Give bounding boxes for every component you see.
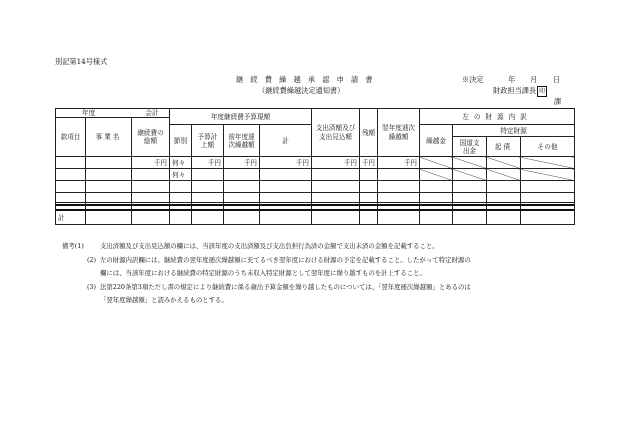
kisai-header: 起債 — [487, 137, 521, 157]
table-cell — [192, 169, 224, 181]
note-label: (2) — [86, 255, 96, 264]
document-title: 継 続 費 繰 越 承 認 申 請 書 — [236, 75, 373, 84]
note-text: 「翌年度繰越額」と読みかえるものとする。 — [100, 296, 228, 304]
diagonal-cell — [453, 169, 487, 181]
thick-divider-top — [55, 204, 574, 206]
date-year-label: 年 — [508, 75, 516, 84]
table-cell — [86, 169, 132, 181]
unit-cell: 千円 — [224, 157, 260, 169]
table-separator-row — [56, 193, 575, 203]
zennendo-header: 前年度逓次繰越額 — [224, 125, 260, 157]
table-cell — [132, 169, 170, 181]
unit-cell: 千円 — [132, 157, 170, 169]
decision-label: ※決定 — [462, 75, 484, 84]
diagonal-cell — [487, 169, 521, 181]
table-row — [56, 169, 575, 181]
section-label: 課 — [554, 97, 562, 106]
setsu-header: 節別 — [170, 125, 192, 157]
nanni-cell: 何々 — [170, 157, 192, 169]
table-cell — [312, 169, 360, 181]
zaigen-group-header: 左の財源内訳 — [420, 109, 575, 125]
note-text: 左の財源内訳欄には、継続費の翌年度逓次繰越額に充てるべき翌年度における財源の予定を記載すること。したがって特定財源の — [100, 255, 471, 264]
unit-cell: 千円 — [260, 157, 312, 169]
diagonal-cell — [521, 169, 575, 181]
zangaku-header: 残額 — [360, 109, 378, 157]
nendo-label: 年度 — [82, 109, 96, 117]
note-text: 欄には、当該年度における継続費の特定財源のうち未収入特定財源として翌年度に繰り越すものを計上すること。 — [100, 269, 426, 277]
table-cell — [260, 169, 312, 181]
note-text: 法第220条第3項ただし書の規定により継続費に係る歳出予算金額を繰り越したものについては、「翌年度逓次繰越額」とあるのは — [100, 282, 471, 291]
note-text: 支出済額及び支出見込額の欄には、当該年度の支出済額及び支出負担行為済の金額で支出未済の金額を記載すること。 — [100, 242, 439, 250]
note-label: 備考(1) — [62, 242, 84, 250]
diagonal-cell — [453, 157, 487, 169]
jigyomei-header: 事業名 — [86, 118, 132, 157]
form-number: 別記第14号様式 — [55, 57, 108, 66]
note-label: (3) — [86, 282, 96, 291]
sonota-header: その他 — [521, 137, 575, 157]
diagonal-cell — [420, 157, 453, 169]
table-row — [56, 157, 575, 169]
diagonal-cell — [487, 157, 521, 169]
table-cell — [378, 169, 420, 181]
table-cell — [224, 169, 260, 181]
note-line — [62, 267, 471, 281]
shishutsu-header: 支出済額及び支出見込額 — [312, 109, 360, 157]
unit-cell: 千円 — [312, 157, 360, 169]
table-cell — [360, 169, 378, 181]
notes-section — [62, 240, 471, 308]
note-line — [62, 254, 471, 268]
kanmoku-header: 款項目 — [56, 118, 86, 157]
note-line — [62, 294, 471, 308]
kaikei-label: 会計 — [145, 109, 159, 117]
note-line — [62, 281, 471, 295]
note-line — [62, 240, 471, 254]
yosan-group-header: 年度継続費予算現額 — [170, 109, 312, 125]
kurikoshikin-header: 繰越金 — [420, 125, 453, 157]
nanni-cell: 何々 — [170, 169, 192, 181]
unit-cell: 千円 — [192, 157, 224, 169]
nendo-kaikei-cell — [56, 109, 170, 118]
total-row — [56, 203, 575, 225]
carryover-table — [55, 108, 575, 225]
tokutei-header: 特定財源 — [453, 125, 575, 137]
unit-cell: 千円 — [378, 157, 420, 169]
total-label: 計 — [56, 203, 86, 225]
diagonal-cell — [521, 157, 575, 169]
table-row — [56, 181, 575, 193]
keizokuhi-header: 継続費の総額 — [132, 118, 170, 157]
finance-head-text: 財政担当課長 — [493, 86, 537, 95]
yokunendo-header: 翌年度逓次繰越額 — [378, 109, 420, 157]
thick-divider-bottom — [55, 209, 574, 211]
seal-box: 印 — [539, 88, 546, 95]
document-subtitle: （継続費繰越決定通知書） — [258, 86, 345, 95]
yosan-keijo-header: 予算計上額 — [192, 125, 224, 157]
table-cell — [86, 157, 132, 169]
date-day-label: 日 — [553, 75, 561, 84]
unit-cell: 千円 — [360, 157, 378, 169]
table-cell — [56, 169, 86, 181]
diagonal-cell — [420, 169, 453, 181]
date-month-label: 月 — [530, 75, 538, 84]
kei-header: 計 — [260, 125, 312, 157]
table-cell — [56, 157, 86, 169]
finance-head-label — [493, 86, 547, 97]
kokudo-header: 国道支出金 — [453, 137, 487, 157]
